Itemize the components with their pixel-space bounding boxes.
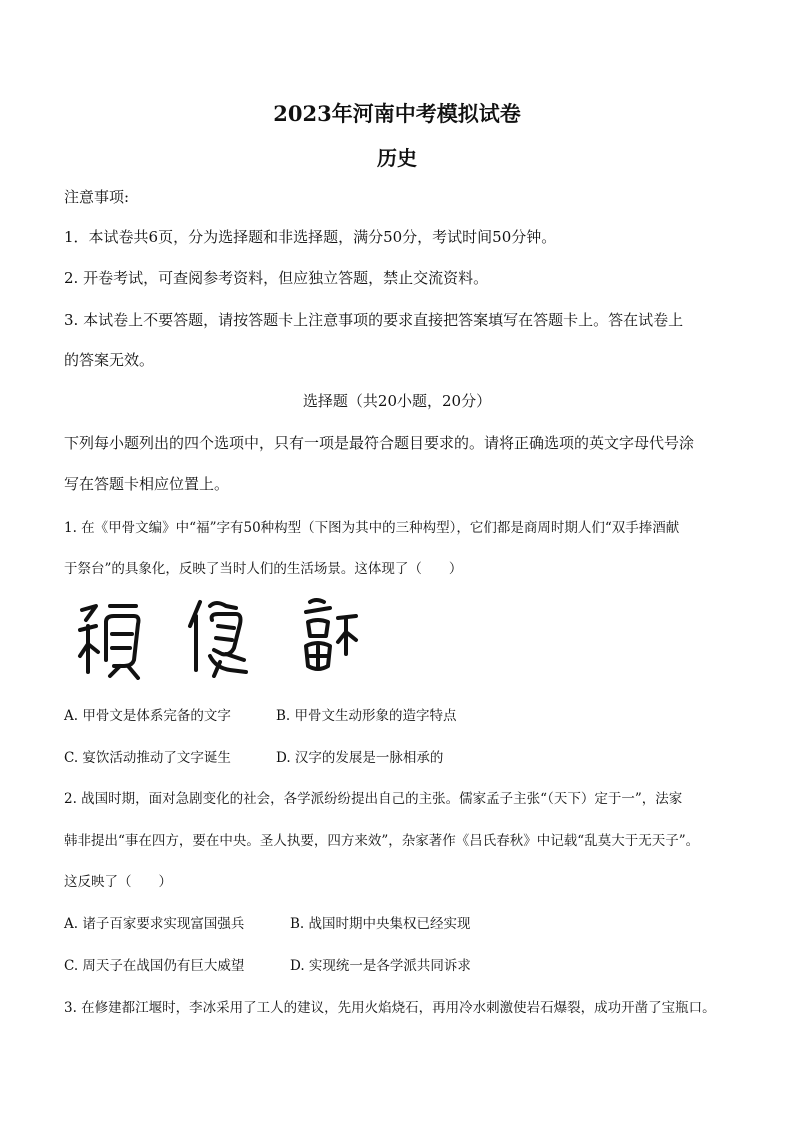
q2-stem-line3: 这反映了（ ）	[64, 874, 172, 890]
q1-stem-line2: 于祭台”的具象化，反映了当时人们的生活场景。这体现了（ ）	[64, 561, 463, 577]
q1-stem-line1: 1. 在《甲骨文编》中“福”字有50种构型（下图为其中的三种构型），它们都是商周时期人们“双手捧酒献	[64, 520, 680, 536]
q2-option-d: D. 实现统一是各学派共同诉求	[290, 958, 471, 974]
q1-option-c: C. 宴饮活动推动了文字诞生	[64, 750, 231, 766]
subject-title: 历史	[377, 146, 417, 170]
q1-option-d: D. 汉字的发展是一脉相承的	[276, 750, 444, 766]
notice-item-1: 1．本试卷共6页，分为选择题和非选择题，满分50分，考试时间50分钟。	[64, 228, 557, 246]
q2-option-b: B. 战国时期中央集权已经实现	[290, 916, 471, 932]
notice-item-2: 2. 开卷考试，可查阅参考资料，但应独立答题，禁止交流资料。	[64, 269, 489, 287]
q2-stem-line2: 韩非提出“事在四方，要在中央。圣人执要，四方来效”，杂家著作《吕氏春秋》中记载“乱莫大于无天子”。	[64, 833, 700, 849]
q1-option-b: B. 甲骨文生动形象的造字特点	[276, 708, 457, 724]
q1-option-a: A. 甲骨文是体系完备的文字	[64, 708, 231, 724]
exam-title: 2023年河南中考模拟试卷	[273, 101, 521, 126]
q2-stem-line1: 2. 战国时期，面对急剧变化的社会，各学派纷纷提出自己的主张。儒家孟子主张“（天下）定于一”，法家	[64, 791, 683, 807]
section-heading: 选择题（共20小题，20分）	[302, 392, 492, 410]
oracle-bone-fu-glyph-3	[300, 596, 360, 676]
section-instruction-line1: 下列每小题列出的四个选项中，只有一项是最符合题目要求的。请将正确选项的英文字母代号涂	[64, 434, 695, 452]
oracle-bone-fu-glyph-1	[76, 600, 156, 680]
notice-item-3-cont: 的答案无效。	[64, 351, 155, 369]
q2-option-a: A. 诸子百家要求实现富国强兵	[64, 916, 245, 932]
q3-stem-line1: 3. 在修建都江堰时，李冰采用了工人的建议，先用火焰烧石，再用冷水刺激使岩石爆裂，成功开凿了宝瓶口。	[64, 1000, 716, 1016]
q2-option-c: C. 周天子在战国仍有巨大威望	[64, 958, 245, 974]
oracle-bone-fu-glyph-2	[186, 598, 252, 678]
notice-item-3: 3. 本试卷上不要答题，请按答题卡上注意事项的要求直接把答案填写在答题卡上。答在试卷上	[64, 311, 684, 329]
notice-heading: 注意事项:	[64, 188, 130, 206]
section-instruction-line2: 写在答题卡相应位置上。	[64, 475, 230, 493]
